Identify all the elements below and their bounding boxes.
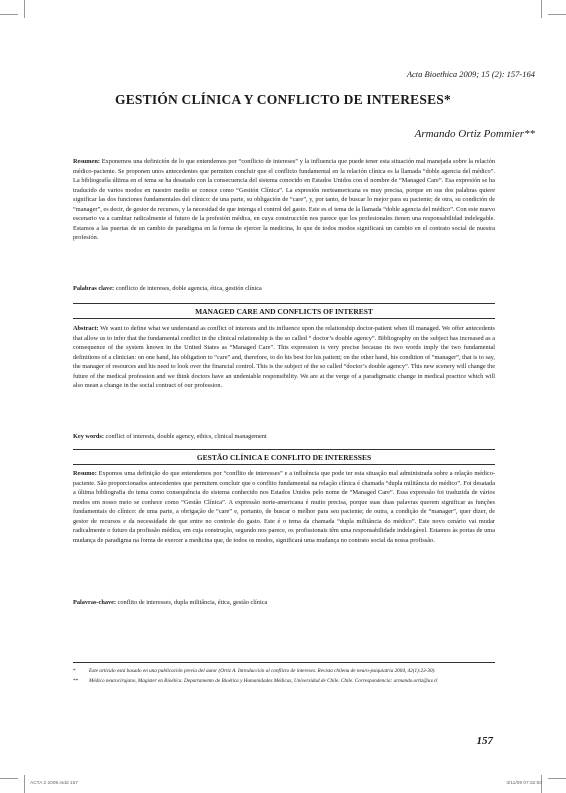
footnote-mark: * xyxy=(73,668,76,674)
abstract-paragraph xyxy=(73,324,495,391)
resumo-label: Resumo: xyxy=(73,470,97,477)
footnotes xyxy=(73,668,495,687)
resumen-keywords xyxy=(73,284,495,293)
footnote-text: Este artículo está basado en una publicación previa del autor (Ortiz A. Introducción al conflicto de intereses. Revista chilena de neuro-psiquiatría 2004, 42(1):23-30). xyxy=(89,668,436,674)
crop-mark xyxy=(548,14,566,15)
resumo-keywords-text: conflito de interesses, dupla militância, ética, gestão clínica xyxy=(117,599,268,606)
article-title: GESTIÓN CLÍNICA Y CONFLICTO DE INTERESES* xyxy=(115,92,451,107)
resumo-keywords-label: Palavras-chave: xyxy=(73,599,117,606)
resumen-label: Resumen: xyxy=(73,158,100,165)
journal-reference: Acta Bioethica 2009; 15 (2): 157-164 xyxy=(406,69,535,79)
section-divider xyxy=(73,318,495,319)
resumo-keywords xyxy=(73,598,495,607)
resumo-paragraph xyxy=(73,469,495,545)
footnote-item xyxy=(73,678,495,686)
abstract-keywords xyxy=(73,432,495,441)
resumen-keywords-text: conflicto de intereses, doble agencia, ética, gestión clínica xyxy=(115,285,262,292)
page-number: 157 xyxy=(476,735,493,747)
crop-mark xyxy=(0,14,18,15)
article-author: Armando Ortiz Pommier** xyxy=(414,128,535,140)
abstract-text: We want to define what we understand as conflict of interests and its influence upon the relationship doctor-patient when ill managed. We offer antecedents that allow us to infer that the fundamental conflict in the clinical relationship is the so called “ doctor’s double agency”. Bibliography on the subject has increased as a consequence of the system known in the United States as “Managed Care”. This expression is very precise because its two words imply the two fundamental definitions of a clinician: on one hand, his obligation to “care” and, therefore, to do his best for his patient; on the other hand, his condition of “manager”, that is to say, the manager of resources and his need to look over the financial control. This is the subject of the so called “doctor’s double agency”. This new scenery will change the future of the medical profession and we think doctors have an undeniable responsibility. We are at the verge of a paradigmatic change in medical practice which will also mean a change in the social contract of our profession. xyxy=(73,325,495,389)
footnote-divider xyxy=(73,662,495,663)
crop-mark xyxy=(24,775,25,793)
abstract-section-title: MANAGED CARE AND CONFLICTS OF INTEREST xyxy=(195,307,373,316)
section-divider xyxy=(73,449,495,450)
section-divider xyxy=(73,303,495,304)
abstract-keywords-text: conflict of interests, double agency, ethics, clinical management xyxy=(105,433,267,440)
abstract-label: Abstract: xyxy=(73,325,99,332)
resumo-section-title: GESTÃO CLÍNICA E CONFLITO DE INTERESSES xyxy=(196,453,372,462)
abstract-keywords-label: Key words: xyxy=(73,433,104,440)
resumen-keywords-label: Palabras clave: xyxy=(73,285,115,292)
print-footer-file: ACTA 2 2009.indd 157 xyxy=(30,781,78,786)
print-footer-timestamp: 3/11/09 07:32:50 xyxy=(506,781,542,786)
crop-mark xyxy=(24,0,25,18)
footnote-mark: ** xyxy=(73,677,79,684)
section-divider xyxy=(73,464,495,465)
resumen-text: Exponemos una definición de lo que entendemos por “conflicto de intereses” y la influencia que puede tener esta situación mal manejada sobre la relación médico-paciente. Se proponen unos antecedentes que permiten concluir que el conflicto fundamental en la relación clínica es la llamada “doble agencia del médico”. La bibliografía última en el tema se ha desatado con la consecuencia del sistema conocido en Estados Unidos con el nombre de “Managed Care”. Esa expresión se ha traducido de varios modos en nuestro medio se conoce como “Gestión Clínica”. La expresión norteamericana es muy precisa, porque en sus dos palabras quiere significar las dos funciones fundamentales del clínico: de una parte, su obligación de “care”, y, por tanto, de buscar lo mejor para su paciente; de otra, su condición de “manager”, es decir, de gestor de recursos, y la necesidad de que intenga el control del gasto. Este es el tema de la llamada “doble agencia del médico”. Con este nuevo escenario va a cambiar radicalmente el futuro de la profesión médica, en cuya construcción nos parece que los profesionales tienen una responsabilidad indelegable. Estamos a las puertas de un cambio de paradigma en la forma de ejercer la medicina, lo que de todos modos significará un cambio en el contrato social de nuestra profesión. xyxy=(73,158,495,241)
footnote-text: Médico neurocirujano, Magíster en Bioética. Departamento de Bioética y Humanidades Médicas, Universidad de Chile. Chile. Correspondencia: armando.ortiz@uv.cl xyxy=(89,677,438,684)
crop-mark xyxy=(548,778,566,779)
crop-mark xyxy=(0,778,18,779)
footnote-item xyxy=(73,668,495,676)
resumo-text: Expomos uma definição do que entendemos por “conflito de interesses” e a influência que pode ter esta situação mal administrada sobre a relação médico-paciente. São proporcionados antecedentes que permitem concluir que o conflito fundamental na relação clínica é chamada “dupla militância do médico”. Foi desatada a última bibliografia do tema como consequência do sistema conhecido nos Estados Unidos pelo nome de “Managed Care”. Essa expressão foi traduzida de vários modos em nosso meio se conhece como “Gestão Clínica”. A expressão norte-americana é muito precisa, porque suas duas palavras querem significar as funções fundamentais do clínico: de uma parte, a obrigação de “care” e, portanto, de buscar o melhor para seu paciente; de outra, a condição de “manager”, quer dizer, de gestor de recursos e da necessidade de que entre no controle do gasto. Este é o tema da chamada “dupla militância do médico”. Este novo cenário vai mudar radicalmente o futuro da profissão médica, em cuja construção, segundo nos parece, os profissionais têm uma responsabilidade indelegável. Estamos às portas de uma mudança de paradigma na forma de exercer a medicina que, de todos os modos, significará uma mudança no contrato social da nossa profissão. xyxy=(73,470,495,544)
crop-mark xyxy=(541,0,542,18)
resumen-paragraph xyxy=(73,157,495,243)
